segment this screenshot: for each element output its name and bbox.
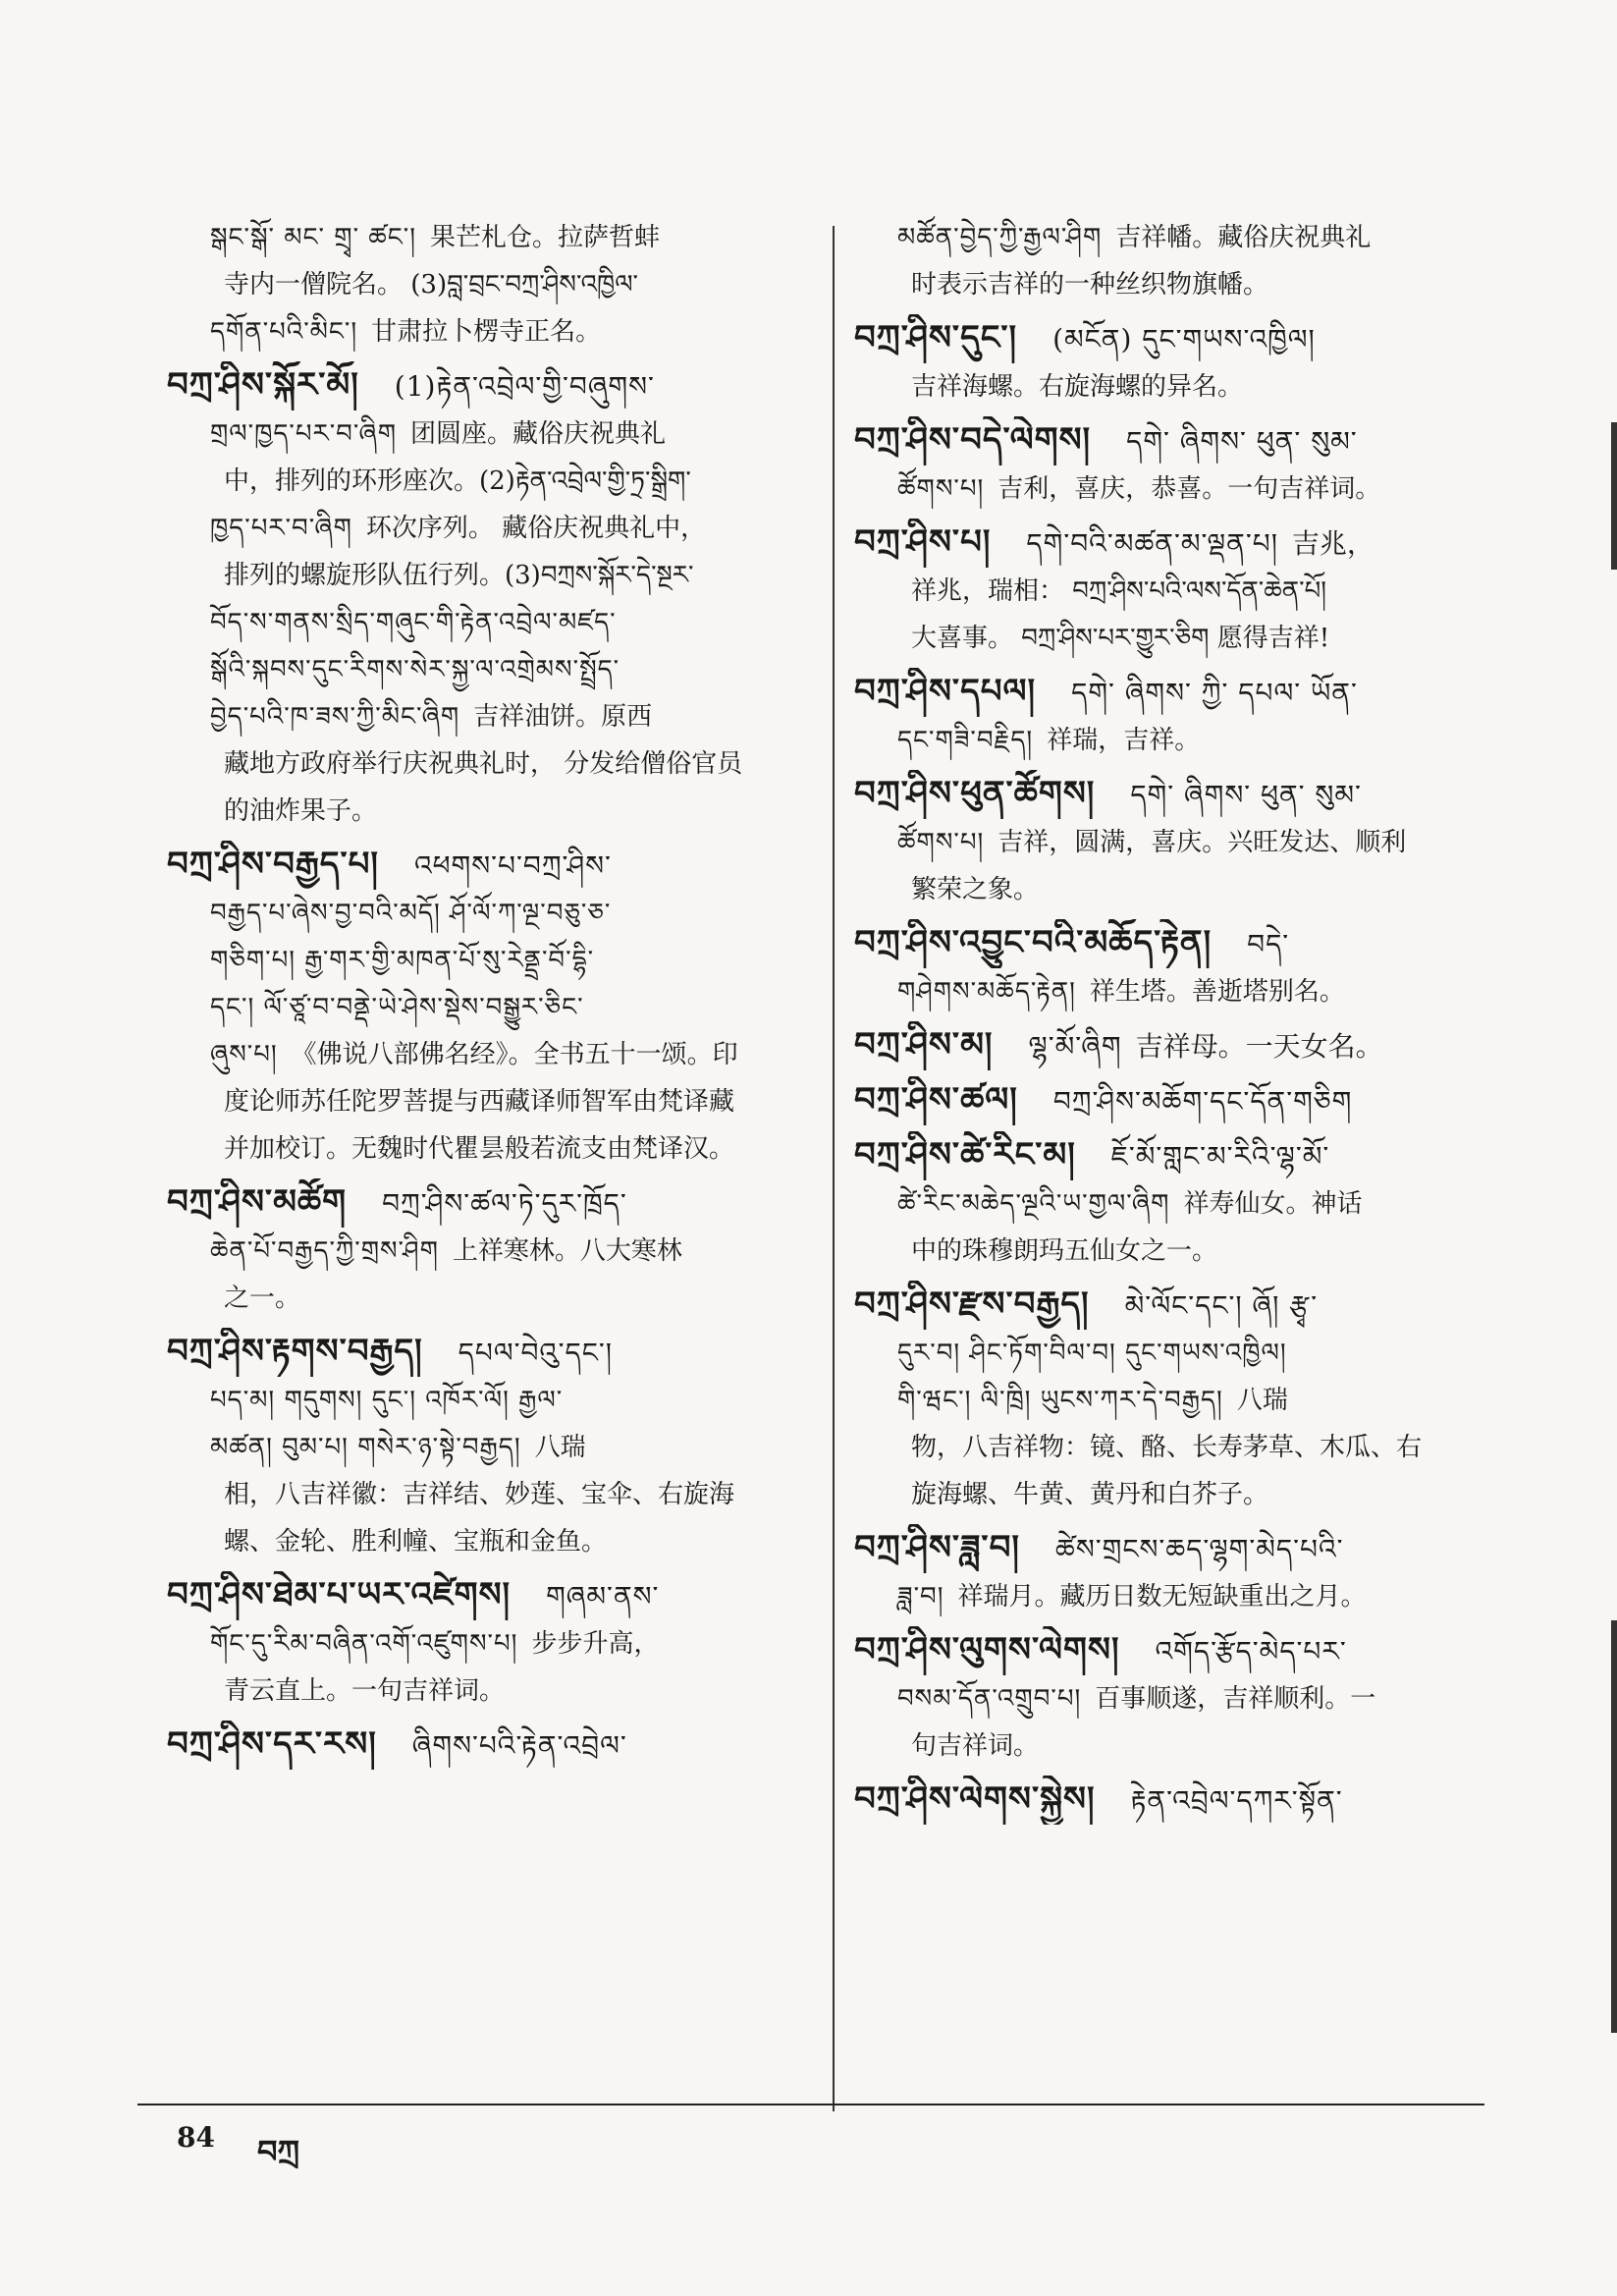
chinese-text: 环次序列。 藏俗庆祝典礼中， [365,514,707,543]
entry-line [854,615,1514,662]
right-column [854,214,1514,1831]
scan-edge-mark [1611,422,1617,570]
tibetan-text: པད་མ། གདུགས། དུང་། འཁོར་ལོ། རྒྱལ་ [210,1386,564,1415]
dictionary-entry [854,214,1514,308]
dictionary-entry [854,416,1514,513]
entry-line [854,1424,1514,1471]
tibetan-text: སྒང་སྒོ་ མང་ གྲྭ་ ཚང་། [210,223,417,252]
entry-line [167,1518,803,1565]
tibetan-text: ཁྱད་པར་བ་ཞིག [210,514,352,543]
chinese-text: 大喜事。 བཀྲ་ཤིས་པར་གྱུར་ཅིག 愿得吉祥! [911,624,1330,653]
chinese-text: 中的珠穆朗玛五仙女之一。 [911,1236,1218,1266]
entry-line [854,314,1514,363]
chinese-text: 旋海螺、牛黄、黄丹和白芥子。 [911,1480,1269,1509]
dictionary-entry [167,214,803,355]
chinese-text: 繁荣之象。 [911,875,1040,904]
chinese-text: 百事顺遂，吉祥顺利。一 [1095,1684,1376,1714]
dictionary-entry [854,919,1514,1015]
entry-line [167,1078,803,1125]
entry-headword: བཀྲ་ཤིས་ཟླ་བ། [854,1528,1020,1567]
entry-headword: བཀྲ་ཤིས་བདེ་ལེགས། [854,420,1092,460]
tibetan-text: ཟླ་བ། [897,1582,944,1612]
tibetan-text: མཚན། བུམ་པ། གསེར་ཉ་སྟེ་བརྒྱད། [210,1433,521,1462]
entry-line [167,599,803,646]
entry-line [167,1125,803,1173]
tibetan-text: དཔལ་བེའུ་དང་། [458,1337,613,1369]
left-column [167,214,803,1776]
tibetan-text: བཀྲ་ཤིས་མཆོག་དང་དོན་གཅིག [1052,1085,1353,1118]
scan-edge-mark [1611,1620,1617,2033]
tibetan-text: འཕགས་པ་བཀྲ་ཤིས་ [413,849,612,882]
entry-line [167,361,803,410]
chinese-text: 祥瑞月。藏历日数无短缺重出之月。 [957,1582,1367,1612]
entry-line [167,410,803,458]
entry-headword: བཀྲ་ཤིས་ཚལ། [854,1080,1018,1120]
entry-line [167,1667,803,1715]
chinese-text: 的油炸果子。 [224,796,378,826]
tibetan-text: ཇོ་མོ་གླང་མ་རིའི་ལྷ་མོ་ [1110,1140,1330,1173]
dictionary-entry [167,1721,803,1770]
entry-line [167,505,803,552]
chinese-text: 度论师苏任陀罗菩提与西藏译师智军由梵译藏 [224,1087,735,1117]
tibetan-text: ཚེས་གྲངས་ཆད་ལྷག་མེད་པའི་ [1054,1533,1344,1565]
entry-line [854,1524,1514,1573]
chinese-text: 时表示吉祥的一种丝织物旗幡。 [911,270,1269,300]
tibetan-text: མཚོན་བྱེད་ཀྱི་རྒྱལ་ཤིག [897,223,1103,252]
entry-line [167,646,803,693]
chinese-text: 八瑞 [534,1433,586,1462]
entry-line [854,968,1514,1015]
chinese-text: 吉兆， [1291,527,1374,560]
tibetan-text: མེ་ལོང་དང་། ཞོ། རྩྭ་ [1124,1289,1319,1322]
chinese-text: 吉祥，圆满，喜庆。兴旺发达、顺利 [997,828,1407,857]
dictionary-entry [167,361,803,835]
entry-line [854,717,1514,764]
entry-headword: བཀྲ་ཤིས་མ། [854,1025,994,1065]
entry-line [854,819,1514,866]
entry-line [854,416,1514,465]
chinese-text: 螺、金轮、胜利幢、宝瓶和金鱼。 [224,1527,608,1557]
tibetan-text: ཚོགས་པ། [897,474,985,504]
tibetan-text: བདེ་ [1247,928,1290,960]
tibetan-text: ཚོགས་པ། [897,828,985,857]
page-number: 84 [177,2121,215,2154]
entry-line [854,1471,1514,1518]
tibetan-text: གཞམ་ནས་ [546,1580,660,1613]
tibetan-text: དགེ་བའི་མཚན་མ་ལྡན་པ། [1026,527,1278,560]
entry-line [167,1620,803,1667]
chinese-text: 《佛说八部佛名经》。全书五十一颂。印 [291,1040,738,1069]
entry-headword: བཀྲ་ཤིས་རྟགས་བརྒྱད། [167,1332,423,1371]
entry-line [167,1571,803,1620]
entry-line [854,866,1514,913]
tibetan-text: གྲལ་ཁྱད་པར་བ་ཞིག [210,419,398,449]
dictionary-entry [854,1626,1514,1770]
chinese-text: 祥兆，瑞相： བཀྲ་ཤིས་པའི་ལས་དོན་ཆེན་པོ། [911,576,1327,606]
entry-line [167,1377,803,1424]
dictionary-entry [167,1571,803,1715]
chinese-text: 甘肃拉卜楞寺正名。 [371,317,602,347]
tibetan-text: སྒོའི་སྐབས་དུང་རིགས་སེར་སྐྱ་ལ་འགྲེམས་སྤྲོད་ [210,655,620,684]
entry-line [167,841,803,890]
entry-line [854,214,1514,261]
tibetan-text: གོང་དུ་རིམ་བཞིན་འགོ་འཛུགས་པ། [210,1629,518,1659]
chinese-text: 句吉祥词。 [911,1731,1040,1761]
entry-headword: བཀྲ་ཤིས་འབྱུང་བའི་མཆོད་རྟེན། [854,923,1213,962]
tibetan-text: དགོན་པའི་མིང་། [210,317,358,347]
entry-headword: བཀྲ་ཤིས་པ། [854,522,992,562]
entry-headword: བཀྲ་ཤིས་སྐོར་མོ། [167,365,359,405]
tibetan-text: གཅིག་པ། རྒྱ་གར་གྱི་མཁན་པོ་སུ་རེནྡྲ་བོ་དྷི་ [210,946,595,975]
chinese-text: 相，八吉祥徽：吉祥结、妙莲、宝伞、右旋海 [224,1480,735,1509]
chinese-text: 之一。 [224,1284,301,1313]
entry-line [854,1330,1514,1377]
chinese-text: 吉祥油饼。原西 [473,702,653,732]
entry-line [854,1573,1514,1620]
chinese-text: 藏地方政府举行庆祝典礼时， 分发给僧俗官员 [224,749,743,779]
entry-headword: བཀྲ་ཤིས་དར་རས། [167,1724,377,1764]
tibetan-text: གི་ཝང་། ལི་ཁྲི། ཡུངས་ཀར་དེ་བརྒྱད། [897,1386,1223,1415]
entry-line [854,519,1514,568]
chinese-text: 并加校订。无魏时代瞿昙般若流支由梵译汉。 [224,1134,735,1164]
chinese-text: 吉祥母。一天女名。 [1135,1030,1383,1063]
dictionary-entry [854,519,1514,662]
tibetan-text: བྱེད་པའི་ཁ་ཟས་ཀྱི་མིང་ཞིག [210,702,460,732]
tibetan-text: བཀྲ་ཤིས་ཚལ་ཏེ་དུར་ཁྲོད་ [382,1187,627,1220]
dictionary-entry [854,1524,1514,1620]
dictionary-entry [854,1021,1514,1070]
entry-headword: བཀྲ་ཤིས་མཚོག [167,1182,348,1222]
dictionary-entry [854,1776,1514,1825]
dictionary-entry [167,1178,803,1322]
chinese-text: 中，排列的环形座次。(2)རྟེན་འབྲེལ་གྱི་ཏྲ་སྒྲིག་ [224,466,691,496]
tibetan-text: དགེ་ ཞིགས་ ཀྱི་ དཔལ་ ཡོན་ [1071,677,1358,709]
entry-line [854,1675,1514,1722]
dictionary-entry [854,668,1514,764]
chinese-text: 果芒札仓。拉萨哲蚌 [430,223,661,252]
chinese-text: 祥瑞，吉祥。 [1047,726,1201,755]
entry-headword: བཀྲ་ཤིས་ལུགས་ལེགས། [854,1630,1120,1669]
tibetan-text: གཤེགས་མཆོད་རྟེན། [897,977,1076,1007]
entry-headword: བཀྲ་ཤིས་ཐེམ་པ་ཡར་འཛེགས། [167,1575,512,1614]
entry-line [854,668,1514,717]
dictionary-entry [854,1131,1514,1275]
dictionary-entry [167,841,803,1173]
entry-headword: བཀྲ་ཤིས་བརྒྱད་པ། [167,845,379,884]
chinese-text: 吉祥海螺。右旋海螺的异名。 [911,372,1244,402]
entry-line [167,1328,803,1377]
chinese-text: 步步升高， [531,1629,660,1659]
entry-line [854,1377,1514,1424]
entry-line [167,984,803,1031]
running-head: བཀྲ [257,2133,300,2170]
tibetan-text: དགེ་ ཞིགས་ ཕུན་ སུམ་ [1126,425,1358,458]
entry-line [854,919,1514,968]
footer-rule [137,2104,1484,2105]
entry-line [854,1776,1514,1825]
entry-line [167,740,803,788]
tibetan-text: (1)རྟེན་འབྲེལ་གྱི་བཞུགས་ [394,370,655,403]
entry-line [167,1721,803,1770]
tibetan-text: བརྒྱད་པ་ཞེས་བྱ་བའི་མདོ། ཤོ་ལོ་ཀ་ལྔ་བཅུ་ཅ་ [210,899,612,928]
chinese-text: 寺内一僧院名。 (3)བླ་བྲང་བཀྲ་ཤིས་འཁྱིལ་ [224,270,639,300]
entry-line [167,1228,803,1275]
entry-line [854,1626,1514,1675]
dictionary-entry [854,770,1514,913]
chinese-text: 祥生塔。善逝塔别名。 [1089,977,1345,1007]
tibetan-text: བསམ་དོན་འགྲུབ་པ། [897,1684,1082,1714]
entry-line [167,308,803,355]
chinese-text: 物，八吉祥物：镜、酪、长寿茅草、木瓜、右 [911,1433,1423,1462]
entry-line [854,568,1514,615]
column-divider [833,226,835,2111]
tibetan-text: དང་། ལོ་ཙཱ་བ་བནྡེ་ཡེ་ཤེས་སྡེས་བསྒྱུར་ཅིང་ [210,993,584,1022]
chinese-text: 吉祥幡。藏俗庆祝典礼 [1115,223,1372,252]
entry-headword: བཀྲ་ཤིས་དཔལ། [854,672,1037,711]
entry-line [167,261,803,308]
tibetan-text: འགོད་རྩོད་མེད་པར་ [1155,1635,1347,1667]
entry-line [854,1281,1514,1330]
entry-line [854,1131,1514,1180]
entry-headword: བཀྲ་ཤིས་རྫས་བརྒྱད། [854,1285,1090,1324]
tibetan-text: ཞིགས་པའི་རྟེན་འབྲེལ་ [411,1729,627,1762]
chinese-text: 祥寿仙女。神话 [1183,1189,1363,1219]
entry-headword: བཀྲ་ཤིས་དུང་། [854,318,1018,357]
chinese-text: 青云直上。一句吉祥词。 [224,1676,506,1706]
chinese-text: 排列的螺旋形队伍行列。(3)བཀྲས་སྐོར་དེ་སྔར་ [224,561,694,590]
tibetan-text: ཚེ་རིང་མཆེད་ལྔའི་ཡ་གྱལ་ཞིག [897,1189,1170,1219]
entry-line [167,1424,803,1471]
dictionary-entry [854,314,1514,410]
entry-line [167,890,803,937]
tibetan-text: ཆེན་པོ་བརྒྱད་ཀྱི་གྲས་ཤིག [210,1236,439,1266]
tibetan-text: ལྷ་མོ་ཞིག [1028,1030,1122,1063]
tibetan-text: དགེ་ ཞིགས་ ཕུན་ སུམ་ [1130,779,1362,811]
entry-line [854,1076,1514,1125]
entry-line [167,458,803,505]
entry-line [167,1275,803,1322]
entry-headword: བཀྲ་ཤིས་ཚེ་རིང་མ། [854,1135,1076,1175]
entry-line [167,214,803,261]
tibetan-text: རྟེན་འབྲེལ་དཀར་སྟོན་ [1130,1784,1343,1817]
tibetan-text: དུར་བ། ཤིང་ཏོག་བིལ་བ། དུང་གཡས་འཁྱིལ། [897,1339,1287,1368]
entry-line [854,1722,1514,1770]
tibetan-text: དང་གཟི་བརྗིད། [897,726,1034,755]
chinese-text: 团圆座。藏俗庆祝典礼 [410,419,667,449]
entry-line [854,363,1514,410]
entry-headword: བཀྲ་ཤིས་ཕུན་ཚོགས། [854,774,1096,813]
tibetan-text: (མངོན) དུང་གཡས་འཁྱིལ། [1052,323,1316,355]
entry-line [167,788,803,835]
entry-line [167,1178,803,1228]
entry-line [854,770,1514,819]
entry-line [854,1228,1514,1275]
entry-line [854,261,1514,308]
entry-line [167,552,803,599]
tibetan-text: བོད་ས་གནས་སྲིད་གཞུང་གི་རྟེན་འབྲེལ་མཛད་ [210,608,617,637]
chinese-text: 上祥寒林。八大寒林 [452,1236,682,1266]
entry-line [854,1180,1514,1228]
chinese-text: 吉利，喜庆，恭喜。一句吉祥词。 [997,474,1381,504]
entry-line [167,937,803,984]
entry-line [167,693,803,740]
entry-line [167,1031,803,1078]
entry-line [854,465,1514,513]
entry-line [167,1471,803,1518]
tibetan-text: ཞུས་པ། [210,1040,278,1069]
entry-headword: བཀྲ་ཤིས་ལེགས་སྐྱེས། [854,1779,1096,1819]
dictionary-entry [167,1328,803,1565]
dictionary-entry [854,1281,1514,1518]
dictionary-entry [854,1076,1514,1125]
entry-line [854,1021,1514,1070]
chinese-text: 八瑞 [1236,1386,1288,1415]
